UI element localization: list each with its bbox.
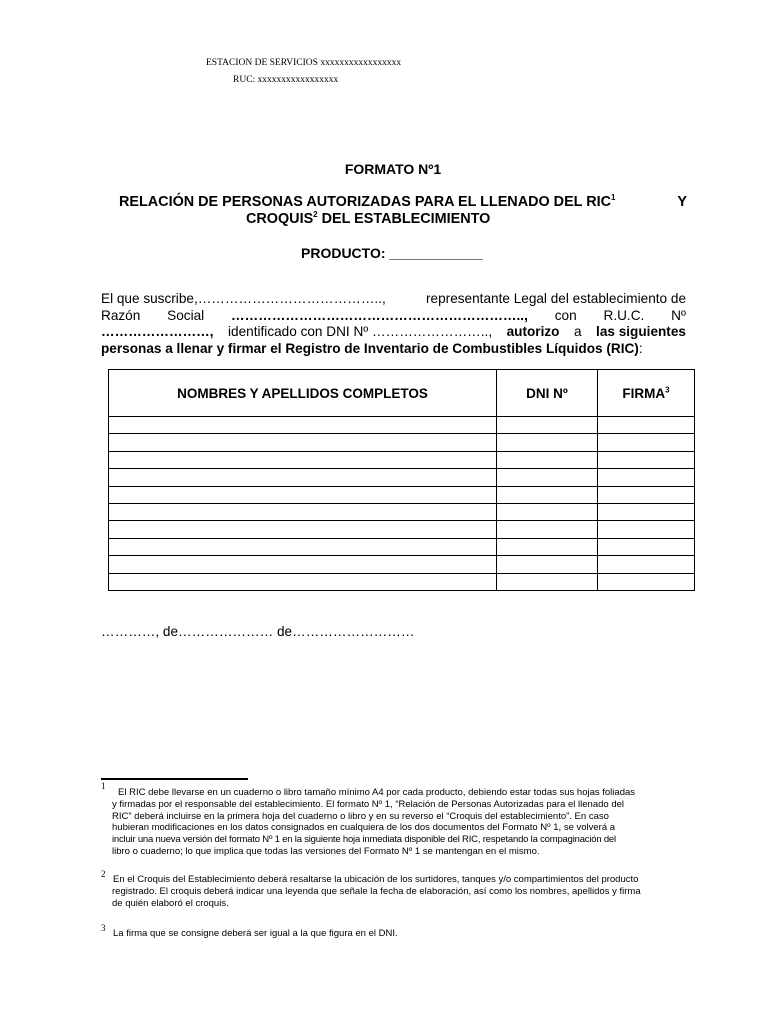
dni-cell: [497, 538, 598, 555]
footnote-line: incluir una nueva versión del formato Nº 1 en la siguiente hoja inmediata disponible del RIC, respetando la compaginación del: [112, 834, 616, 846]
footnote-line: hubieran modificaciones en los datos consignados en cualquiera de los dos documentos del Formato Nº 1, se volverá a: [112, 822, 616, 834]
firma-cell: [598, 417, 695, 434]
names-cell: [109, 556, 497, 573]
names-cell: [109, 521, 497, 538]
names-cell: [109, 538, 497, 555]
paragraph-text: ………………………………………………………..,: [231, 307, 528, 323]
column-header-firma-label: FIRMA: [622, 385, 666, 401]
footnote-mark-1: 1: [101, 781, 106, 791]
names-cell: [109, 573, 497, 590]
table-header-row: [109, 370, 695, 417]
footnote-ref-2: 2: [313, 210, 318, 220]
table-row: [109, 417, 695, 434]
table-row: [109, 503, 695, 520]
main-title-line1: [119, 194, 687, 210]
firma-cell: [598, 451, 695, 468]
producto-label: PRODUCTO: ____________: [301, 245, 483, 261]
footnote-ref-3: 3: [665, 385, 670, 394]
names-cell: [109, 417, 497, 434]
footnote-line: libro o cuaderno; lo que implica que todas las versiones del Formato Nº 1 se mantengan en el mismo.: [112, 845, 540, 857]
dni-cell: [497, 486, 598, 503]
names-cell: [109, 469, 497, 486]
dni-cell: [497, 503, 598, 520]
format-title: FORMATO Nº1: [344, 161, 442, 177]
names-cell: [109, 486, 497, 503]
names-cell: [109, 451, 497, 468]
firma-cell: [598, 486, 695, 503]
footnote-line: registrado. El croquis deberá indicar una leyenda que señale la fecha de elaboración, así como los nombres, apellidos y firma: [112, 885, 641, 897]
firma-cell: [598, 538, 695, 555]
paragraph-text: ……………………,: [101, 324, 214, 339]
column-header-names: NOMBRES Y APELLIDOS COMPLETOS: [109, 370, 497, 417]
table-row: [109, 573, 695, 590]
paragraph-text: Social: [167, 307, 205, 323]
table-row: [109, 451, 695, 468]
paragraph-text: Nº: [671, 307, 686, 323]
table-row: [109, 556, 695, 573]
paragraph-line-2: [101, 308, 686, 325]
footnote-line: de quién elaboró el croquis.: [112, 897, 229, 909]
paragraph-text: Razón: [101, 307, 141, 323]
paragraph-text: autorizo: [506, 324, 560, 339]
paragraph-text: las siguientes: [596, 324, 686, 339]
dni-cell: [497, 451, 598, 468]
main-title-text2: Y: [677, 194, 687, 210]
main-title-text3: CROQUIS: [246, 211, 314, 227]
paragraph-text: identificado con DNI Nº ……………………..,: [228, 324, 493, 339]
footnote-line: El RIC debe llevarse en un cuaderno o libro tamaño mínimo A4 por cada producto, debiendo estar todas sus hojas foliadas: [118, 787, 636, 798]
date-line: …………, de………………… de………………………: [101, 624, 415, 639]
firma-cell: [598, 503, 695, 520]
firma-cell: [598, 521, 695, 538]
dni-cell: [497, 434, 598, 451]
paragraph-text: R.U.C.: [603, 307, 645, 323]
footnote-3: La firma que se consigne deberá ser igual a la que figura en el DNI.: [113, 928, 398, 939]
station-name: ESTACION DE SERVICIOS xxxxxxxxxxxxxxxxx: [206, 58, 402, 68]
firma-cell: [598, 434, 695, 451]
station-ruc: RUC: xxxxxxxxxxxxxxxxx: [233, 75, 339, 85]
dni-cell: [497, 417, 598, 434]
footnote-2: [112, 874, 685, 909]
paragraph-line-4: [101, 341, 686, 358]
paragraph-text: representante Legal del establecimiento de: [426, 291, 686, 306]
paragraph-text: :: [638, 340, 643, 356]
dni-cell: [497, 521, 598, 538]
authorized-persons-table: [108, 369, 695, 591]
footnote-line: RIC” deberá incluirse en la primera hoja del cuaderno o libro y en su reverso el “Croquis del establecimiento”. En caso: [112, 810, 609, 822]
paragraph-line-1: [101, 291, 686, 308]
firma-cell: [598, 556, 695, 573]
table-row: [109, 521, 695, 538]
paragraph-text: El que suscribe,…………………………………..,: [101, 291, 386, 306]
dni-cell: [497, 469, 598, 486]
authorization-paragraph: [101, 291, 686, 357]
main-title-line2: [246, 211, 490, 227]
column-header-dni: DNI Nº: [497, 370, 598, 417]
dni-cell: [497, 556, 598, 573]
paragraph-line-3: [101, 324, 686, 341]
footnote-separator: [101, 778, 248, 780]
footnote-line: En el Croquis del Establecimiento deberá resaltarse la ubicación de los surtidores, tanques y/o compartimientos del producto: [113, 874, 639, 885]
firma-cell: [598, 469, 695, 486]
footnote-ref-1: 1: [610, 193, 616, 203]
firma-cell: [598, 573, 695, 590]
table-row: [109, 434, 695, 451]
main-title-text1: RELACIÓN DE PERSONAS AUTORIZADAS PARA EL LLENADO DEL RIC: [119, 194, 611, 210]
paragraph-text: a: [573, 324, 582, 339]
main-title-text4: DEL ESTABLECIMIENTO: [321, 211, 491, 227]
table-row: [109, 469, 695, 486]
paragraph-text: personas a llenar y firmar el Registro de Inventario de Combustibles Líquidos (RIC): [101, 340, 639, 356]
column-header-firma: [598, 370, 695, 417]
paragraph-text: con: [554, 307, 577, 323]
dni-cell: [497, 573, 598, 590]
footnote-1: [112, 787, 685, 858]
table-row: [109, 538, 695, 555]
names-cell: [109, 503, 497, 520]
footnote-line: y firmadas por el responsable del establecimiento. El formato Nº 1, “Relación de Personas Autorizadas para el llenado del: [112, 798, 624, 810]
footnote-mark-2: 2: [101, 869, 106, 879]
table-row: [109, 486, 695, 503]
footnote-mark-3: 3: [101, 923, 106, 933]
names-cell: [109, 434, 497, 451]
